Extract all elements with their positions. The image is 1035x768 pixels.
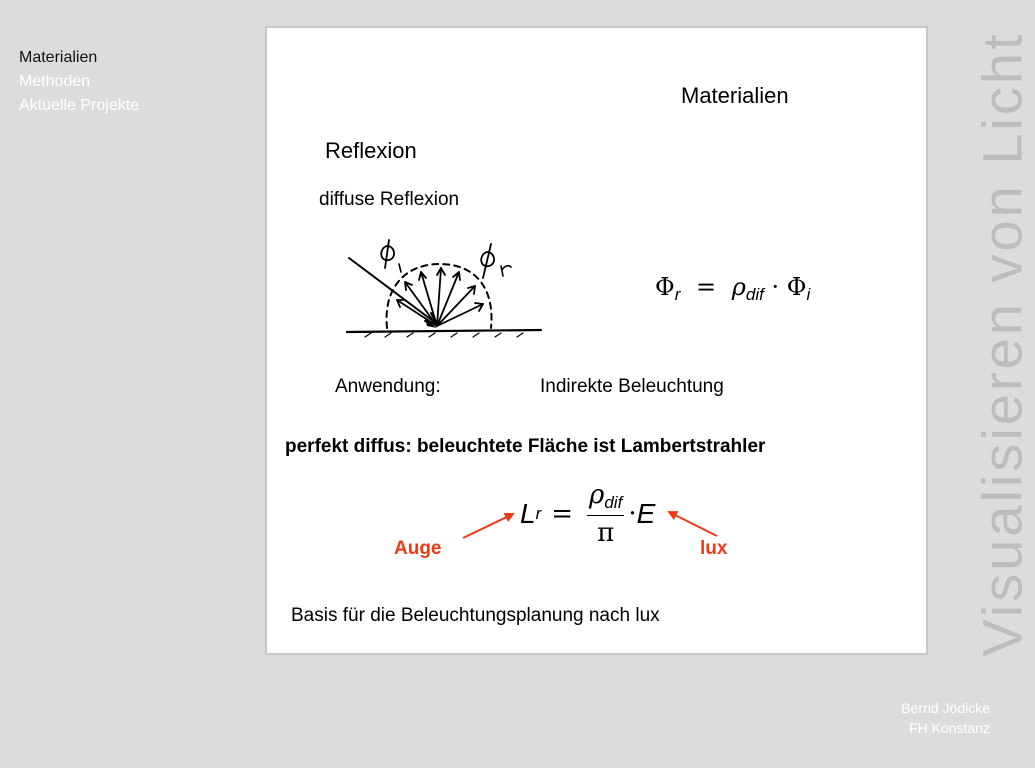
multiply-dot: · (628, 499, 637, 529)
footer-institution: FH Konstanz (909, 720, 990, 736)
luminance-subscript: r (535, 504, 542, 523)
equals-sign: = (696, 273, 717, 301)
basis-text: Basis für die Beleuchtungsplanung nach lux (291, 605, 660, 626)
slide-title: Materialien (681, 83, 789, 108)
footer (901, 698, 990, 738)
vertical-presentation-title: Visualisieren von Licht (970, 31, 1034, 657)
fraction-denominator: π (597, 518, 615, 548)
footer-author: Bernd Jödicke (901, 700, 990, 716)
nav-item-aktuelle-projekte[interactable]: Aktuelle Projekte (19, 97, 140, 114)
reflected-flux-formula (655, 273, 810, 305)
application-value: Indirekte Beleuchtung (540, 376, 724, 397)
nav-item-methoden[interactable]: Methoden (19, 73, 91, 90)
rho-subscript: dif (604, 493, 623, 512)
eye-label: Auge (394, 538, 442, 559)
multiply-dot: · (771, 273, 780, 301)
luminance-symbol: L (520, 498, 536, 529)
fraction-numerator (587, 480, 624, 516)
phi-i-symbol: Φ (786, 273, 807, 301)
arrow-eye-to-luminance (463, 514, 513, 538)
nav-item-materialien[interactable]: Materialien (19, 49, 98, 66)
phi-r-symbol: Φ (655, 273, 675, 301)
section-heading: Reflexion (325, 138, 417, 163)
lambert-statement: perfekt diffus: beleuchtete Fläche ist Lambertstrahler (285, 436, 766, 457)
lux-label: lux (700, 538, 728, 559)
slide-panel (265, 26, 928, 655)
application-label: Anwendung: (335, 376, 441, 397)
rho-subscript: dif (745, 285, 764, 304)
rho-symbol: ρ (589, 480, 605, 510)
diffuse-reflection-sketch (345, 238, 545, 350)
subheading: diffuse Reflexion (319, 189, 460, 210)
rho-symbol: ρ (731, 273, 746, 301)
fraction (587, 480, 624, 548)
equals-sign: = (551, 499, 574, 529)
illuminance-symbol: E (636, 498, 656, 529)
arrow-lux-to-illuminance (669, 512, 717, 536)
phi-r-subscript: r (674, 285, 681, 304)
phi-i-subscript: i (806, 285, 811, 304)
side-navigation (19, 46, 139, 118)
luminance-formula (520, 480, 655, 548)
